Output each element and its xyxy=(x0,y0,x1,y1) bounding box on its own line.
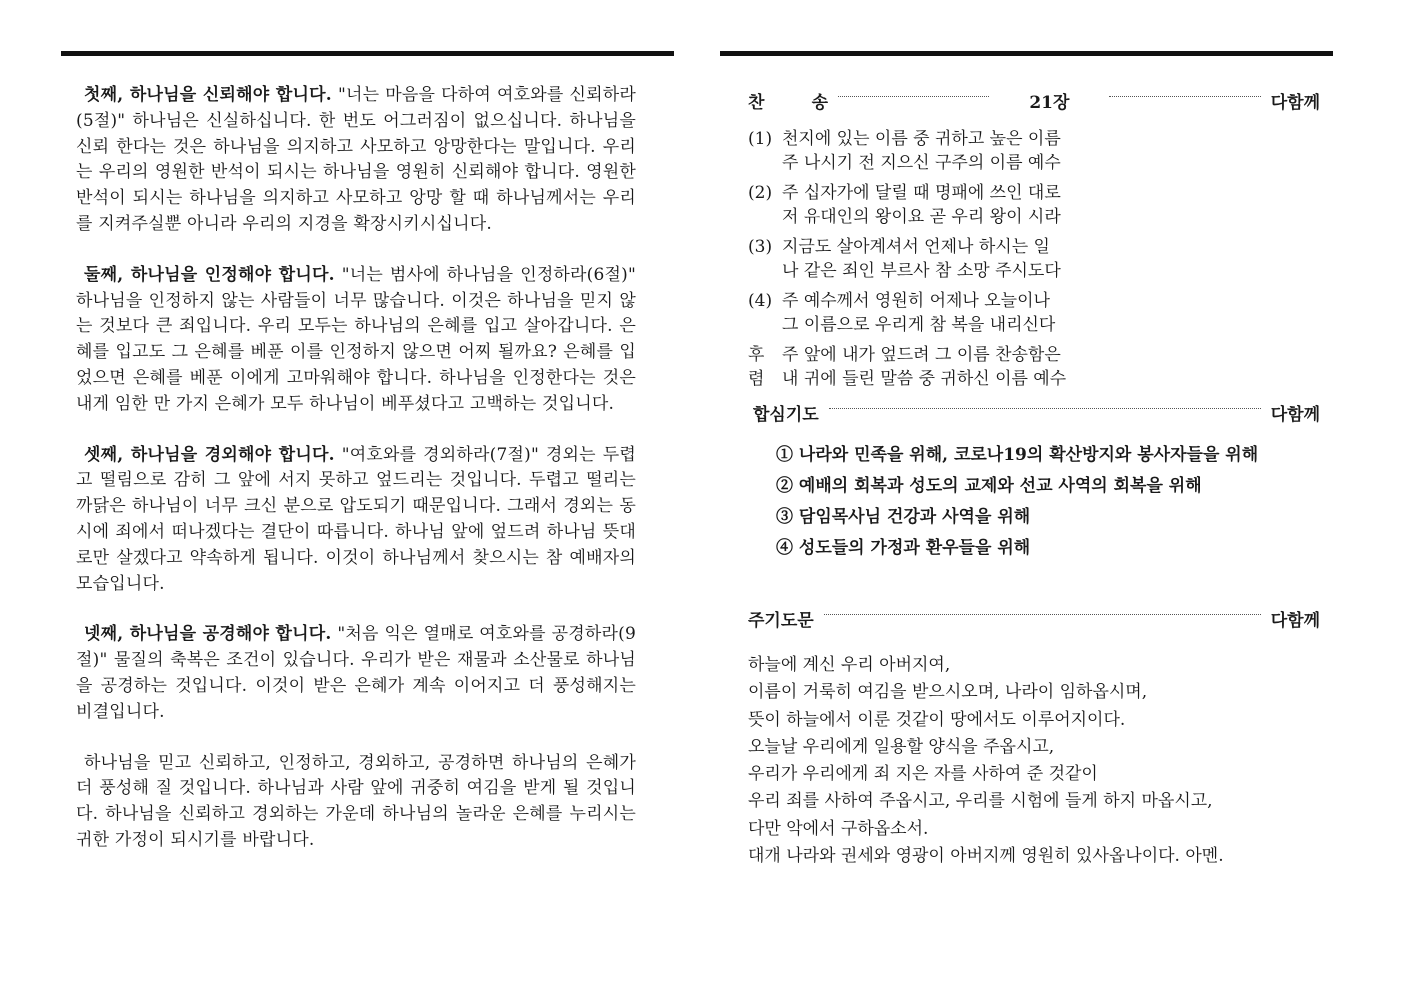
paragraph-text: 하나님을 믿고 신뢰하고, 인정하고, 경외하고, 공경하면 하나님의 은혜가 더 풍성해 질 것입니다. 하나님과 사람 앞에 귀중히 여김을 받게 될 것입니다. 하나님을 신뢰하고 경외하는 가운데 하나님의 놀라운 은혜를 누리시는 귀한 가정이 되시기를 바랍니다. xyxy=(76,752,636,850)
lords-prayer-header xyxy=(748,604,1320,632)
lords-prayer-participants: 다함께 xyxy=(1270,610,1320,631)
paragraph-heading: 넷째, 하나님을 공경해야 합니다. xyxy=(84,624,332,645)
sermon-column xyxy=(76,83,636,879)
lords-prayer-line: 다만 악에서 구하옵소서. xyxy=(748,818,929,839)
prayer-item: ③ 담임목사님 건강과 사역을 위해 xyxy=(776,507,1031,527)
sermon-paragraph-5 xyxy=(76,751,636,854)
chorus-line: 내 귀에 들린 말씀 중 귀하신 이름 예수 xyxy=(782,368,1067,389)
verse-line: 주 십자가에 달릴 때 명패에 쓰인 대로 xyxy=(782,183,1061,203)
verse-line: 지금도 살아계셔서 언제나 하시는 일 xyxy=(782,237,1050,257)
leader-dots xyxy=(824,614,1261,615)
hymn-label: 찬 송 xyxy=(748,92,828,113)
sermon-paragraph-3 xyxy=(76,443,636,598)
verse-line: 천지에 있는 이름 중 귀하고 높은 이름 xyxy=(782,129,1061,149)
hymn-chorus xyxy=(748,344,1320,391)
lords-prayer-line: 이름이 거룩히 여김을 받으시오며, 나라이 임하옵시며, xyxy=(748,682,1148,703)
verse-line: 그 이름으로 우리게 참 복을 내리신다 xyxy=(782,314,1056,335)
prayer-item: ① 나라와 민족을 위해, 코로나19의 확산방지와 봉사자들을 위해 xyxy=(776,445,1259,465)
hymn-participants: 다함께 xyxy=(1270,92,1320,113)
prayer-title: 합심기도 xyxy=(753,404,819,425)
verse-number: (2) xyxy=(748,183,773,203)
lords-prayer-line: 하늘에 계신 우리 아버지여, xyxy=(748,655,951,675)
lords-prayer-line: 오늘날 우리에게 일용할 양식을 주옵시고, xyxy=(748,736,1055,757)
paragraph-text: "너는 범사에 하나님을 인정하라(6절)" 하나님을 인정하지 않는 사람들이 너무 많습니다. 이것은 하나님을 믿지 않는 것보다 큰 죄입니다. 우리 모두는 하나님의 은혜를 입고 살아갑니다. 은혜를 입고도 그 은혜를 베푼 이를 인정하지 않으면 어찌 될까요? 은혜를 입었으면 은혜를 베푼 이에게 고마워해야 합니다. 하나님을 인정한다는 것은 내게 임한 만 가지 은혜가 모두 하나님이 베푸셨다고 고백하는 것입니다. xyxy=(76,264,637,414)
verse-line: 나 같은 죄인 부르사 참 소망 주시도다 xyxy=(782,260,1061,281)
prayer-item: ② 예배의 회복과 성도의 교제와 선교 사역의 회복을 위해 xyxy=(776,476,1202,496)
prayer-participants: 다함께 xyxy=(1270,404,1320,425)
lords-prayer-line: 우리 죄를 사하여 주옵시고, 우리를 시험에 들게 하지 마옵시고, xyxy=(748,791,1213,812)
paragraph-heading: 첫째, 하나님을 신뢰해야 합니다. xyxy=(84,85,332,105)
hymn-verse-4 xyxy=(748,290,1320,337)
paragraph-text: "너는 마음을 다하여 여호와를 신뢰하라(5절)" 하나님은 신실하십니다. 한 번도 어그러짐이 없으십니다. 하나님을 신뢰 한다는 것은 하나님을 의지하고 사모하고 앙망한다는 말입니다. 우리는 우리의 영원한 반석이 되시는 하나님을 영원히 신뢰해야 합니다. 영원한 반석이 되시는 하나님을 의지하고 사모하고 앙망 할 때 하나님께서는 우리를 지켜주실뿐 아니라 우리의 지경을 확장시키시십니다. xyxy=(76,85,636,234)
verse-number: (3) xyxy=(748,237,773,257)
paragraph-text: "처음 익은 열매로 여호와를 공경하라(9절)" 물질의 축복은 조건이 있습니다. 우리가 받은 재물과 소산물로 하나님을 공경하는 것입니다. 이것이 받은 은혜가 계속 이어지고 더 풍성해지는 비결입니다. xyxy=(76,624,636,722)
sermon-paragraph-2 xyxy=(76,263,636,418)
lords-prayer-line: 대개 나라와 권세와 영광이 아버지께 영원히 있사옵나이다. 아멘. xyxy=(748,846,1224,867)
hymn-number: 21장 xyxy=(1029,92,1070,113)
top-rule-left xyxy=(61,51,674,56)
prayer-header xyxy=(753,398,1320,426)
chorus-label: 후 렴 xyxy=(748,345,765,389)
lords-prayer-line: 우리가 우리에게 죄 지은 자를 사하여 준 것같이 xyxy=(748,764,1098,785)
leader-dots xyxy=(838,96,989,97)
lords-prayer-title: 주기도문 xyxy=(748,610,814,631)
lords-prayer-line: 뜻이 하늘에서 이룬 것같이 땅에서도 이루어지이다. xyxy=(748,709,1126,730)
leader-dots xyxy=(1109,96,1260,97)
prayer-item: ④ 성도들의 가정과 환우들을 위해 xyxy=(776,538,1031,558)
top-rule-right xyxy=(720,51,1333,56)
sermon-paragraph-4 xyxy=(76,622,636,725)
hymn-verse-3 xyxy=(748,236,1320,283)
verse-line: 주 예수께서 영원히 어제나 오늘이나 xyxy=(782,291,1050,311)
verse-line: 저 유대인의 왕이요 곧 우리 왕이 시라 xyxy=(782,206,1061,227)
verse-line: 주 나시기 전 지으신 구주의 이름 예수 xyxy=(782,152,1061,173)
lords-prayer-text xyxy=(748,652,1320,870)
paragraph-heading: 둘째, 하나님을 인정해야 합니다. xyxy=(84,264,335,285)
verse-number: (4) xyxy=(748,291,773,311)
leader-dots xyxy=(829,408,1261,409)
chorus-line: 주 앞에 내가 엎드려 그 이름 찬송함은 xyxy=(782,345,1061,365)
hymn-verse-2 xyxy=(748,182,1320,229)
worship-order-column xyxy=(748,86,1320,870)
prayer-list xyxy=(776,440,1320,564)
verse-number: (1) xyxy=(748,129,773,149)
paragraph-heading: 셋째, 하나님을 경외해야 합니다. xyxy=(84,444,335,465)
hymn-header xyxy=(748,86,1320,114)
hymn-verse-1 xyxy=(748,128,1320,175)
sermon-paragraph-1 xyxy=(76,83,636,238)
paragraph-text: "여호와를 경외하라(7절)" 경외는 두렵고 떨림으로 감히 그 앞에 서지 못하고 엎드리는 것입니다. 두렵고 떨리는 까닭은 하나님이 너무 크신 분으로 압도되기 때문입니다. 그래서 경외는 동시에 죄에서 떠나겠다는 결단이 따릅니다. 하나님 앞에 엎드려 하나님 뜻대로만 살겠다고 약속하게 됩니다. 이것이 하나님께서 찾으시는 참 예배자의 모습입니다. xyxy=(76,444,637,594)
